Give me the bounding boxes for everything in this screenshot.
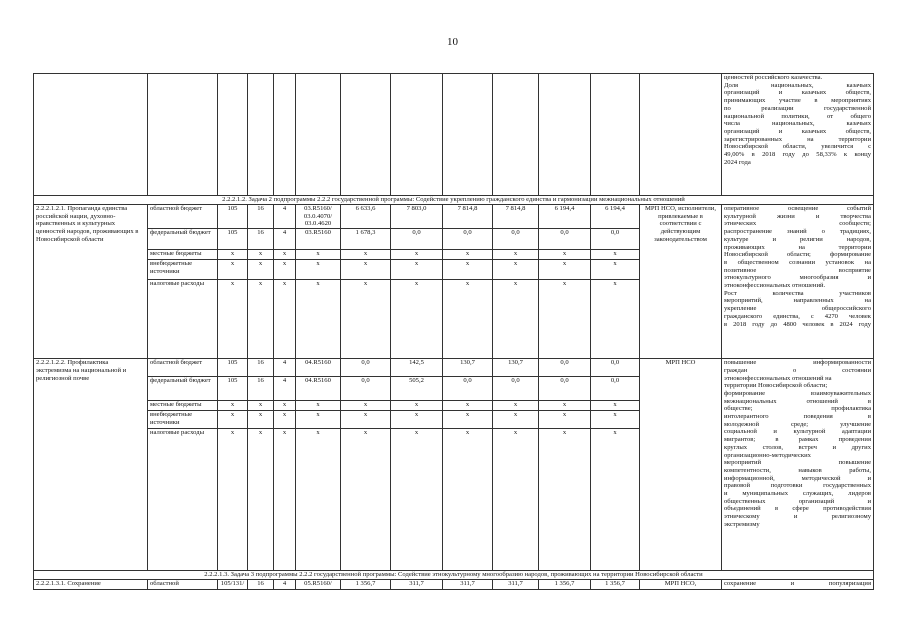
indicator-line: 49,00% в 2018 году до 58,33% к концу — [724, 151, 871, 159]
value-cell: x — [443, 401, 493, 411]
value-cell: 1 356,7 — [539, 580, 591, 590]
activity-1-result — [722, 205, 874, 359]
indicator-line: ценностей российского казачества. — [724, 74, 823, 81]
value-cell: 0,0 — [443, 377, 493, 401]
value-cell: 0,0 — [341, 359, 391, 377]
rz-cell: x — [248, 280, 274, 359]
value-cell: x — [391, 250, 443, 260]
value-cell: 6 194,4 — [539, 205, 591, 229]
indicator-line: принимающих участие в мероприятиях — [724, 97, 871, 105]
pr-cell: x — [274, 411, 296, 429]
value-cell: 1 356,7 — [591, 580, 640, 590]
activity-1-row-regional — [34, 205, 874, 229]
task-2-row — [34, 196, 874, 205]
activity-2-name: 2.2.2.1.2.2. Профилактика экстремизма на национальной и религиозной почве — [34, 359, 148, 571]
value-cell: x — [539, 250, 591, 260]
value-cell: 6 633,6 — [341, 205, 391, 229]
value-cell: x — [539, 411, 591, 429]
value-cell: 0,0 — [539, 377, 591, 401]
grbs-cell: x — [218, 280, 248, 359]
indicator-line: организаций и казачьих обществ, — [724, 127, 871, 135]
rz-cell: 16 — [248, 229, 274, 250]
csr-cell: 04.R5160 — [296, 359, 341, 377]
result-line: информационной, методической и — [724, 474, 871, 482]
value-cell: x — [591, 260, 640, 280]
value-cell: 7 803,0 — [391, 205, 443, 229]
value-cell: 1 678,3 — [341, 229, 391, 250]
result-line: мигрантов; в рамках проведения — [724, 436, 871, 444]
value-cell: 130,7 — [493, 359, 539, 377]
value-cell: x — [493, 280, 539, 359]
value-cell: x — [493, 401, 539, 411]
result-line: оперативное освещение событий — [724, 205, 871, 212]
rz-cell: 16 — [248, 205, 274, 229]
grbs-cell: x — [218, 411, 248, 429]
grbs-cell: 105 — [218, 205, 248, 229]
activity-3-result: сохранение и популяризация — [722, 580, 874, 590]
pr-cell: 4 — [274, 205, 296, 229]
activities-table — [33, 73, 874, 590]
value-cell: 311,7 — [493, 580, 539, 590]
pr-cell: 4 — [274, 377, 296, 401]
value-cell: x — [493, 250, 539, 260]
value-cell: 0,0 — [443, 229, 493, 250]
funding-source: областной бюджет — [148, 359, 218, 377]
result-line: мероприятий, направленных на — [724, 297, 871, 305]
result-line: социальной и культурной адаптации — [724, 428, 871, 436]
activity-1-name: 2.2.2.1.2.1. Пропаганда единства российской нации, духовно-нравственных и культурных ценностей народов, проживающих в Новосибирской области — [34, 205, 148, 359]
value-cell: 130,7 — [443, 359, 493, 377]
funding-source: налоговые расходы — [148, 429, 218, 571]
value-cell: x — [443, 429, 493, 571]
activity-2-row-regional — [34, 359, 874, 377]
csr-cell: 05.R5160/ — [296, 580, 341, 590]
pr-cell: 4 — [274, 580, 296, 590]
value-cell: x — [391, 429, 443, 571]
csr-cell: x — [296, 250, 341, 260]
value-cell: 0,0 — [391, 229, 443, 250]
activity-1-executor: МРП НСО, исполнители, привлекаемые в соответствии с действующим законодательством — [640, 205, 722, 359]
value-cell: x — [493, 260, 539, 280]
value-cell: 142,5 — [391, 359, 443, 377]
value-cell: x — [443, 250, 493, 260]
result-line: межнациональных отношений в — [724, 397, 871, 405]
value-cell: 0,0 — [539, 229, 591, 250]
csr-cell: 04.R5160 — [296, 377, 341, 401]
result-line: этноконфессиональных отношений на — [724, 374, 832, 382]
rz-cell: 16 — [248, 377, 274, 401]
result-line: общественных организаций и — [724, 497, 871, 505]
pr-cell: x — [274, 401, 296, 411]
task-3-title: 2.2.2.1.3. Задача 3 подпрограммы 2.2.2 государственной программы: Содействие этнокультурному многообразию народов, проживающих на территории Новосибирской области — [34, 571, 874, 580]
indicator-line: по реализации государственной — [724, 104, 871, 112]
result-line: интолерантного поведения в — [724, 413, 871, 421]
csr-cell: x — [296, 280, 341, 359]
value-cell: x — [341, 250, 391, 260]
value-cell: 7 814,8 — [493, 205, 539, 229]
indicator-line: Доля национальных, казачьих — [724, 81, 871, 89]
indicator-line: 2024 года — [724, 158, 751, 166]
value-cell: 7 814,8 — [443, 205, 493, 229]
value-cell: x — [591, 411, 640, 429]
grbs-cell: 105 — [218, 377, 248, 401]
indicator-line: национальной политики, от общего — [724, 112, 871, 120]
result-line: компетентности, навыков работы, — [724, 466, 871, 474]
result-line: круглых столов, встреч и других — [724, 443, 871, 451]
grbs-cell: 105 — [218, 229, 248, 250]
value-cell: 0,0 — [493, 229, 539, 250]
value-cell: 311,7 — [443, 580, 493, 590]
grbs-cell: x — [218, 429, 248, 571]
value-cell: x — [591, 401, 640, 411]
value-cell: x — [539, 429, 591, 571]
result-line: обществе; профилактика — [724, 405, 871, 413]
result-line: объединений в сфере противодействия — [724, 505, 871, 513]
result-line: проживающих на территории — [724, 243, 871, 251]
funding-source: федеральный бюджет — [148, 229, 218, 250]
value-cell: x — [539, 401, 591, 411]
activity-2-result — [722, 359, 874, 571]
value-cell: x — [443, 280, 493, 359]
result-line: мероприятий повышение — [724, 459, 871, 467]
rz-cell: x — [248, 250, 274, 260]
indicator-line: Новосибирской области, увеличится с — [724, 143, 871, 151]
funding-source: местные бюджеты — [148, 250, 218, 260]
rz-cell: x — [248, 401, 274, 411]
result-line: и муниципальных служащих, лидеров — [724, 490, 871, 498]
page-number: 10 — [447, 36, 458, 48]
csr-cell: 03.R5160/ 03.0.4070/ 03.0.4620 — [296, 205, 341, 229]
funding-source: внебюджетные источники — [148, 411, 218, 429]
rz-cell: 16 — [248, 580, 274, 590]
csr-cell: x — [296, 260, 341, 280]
value-cell: 0,0 — [341, 377, 391, 401]
rz-cell: 16 — [248, 359, 274, 377]
result-line: Новосибирской области; формирование — [724, 251, 871, 259]
value-cell: x — [539, 260, 591, 280]
continuation-row — [34, 74, 874, 196]
task-2-title: 2.2.2.1.2. Задача 2 подпрограммы 2.2.2 государственной программы: Содействие укреплению гражданского единства и гармонизации межнациональных отношений — [34, 196, 874, 205]
value-cell: 505,2 — [391, 377, 443, 401]
indicator-line: числа национальных, казачьих — [724, 120, 871, 128]
value-cell: x — [391, 401, 443, 411]
result-line: правовой подготовки государственных — [724, 482, 871, 490]
value-cell: 6 194,4 — [591, 205, 640, 229]
result-line: повышение информированности — [724, 359, 871, 367]
value-cell: x — [493, 411, 539, 429]
value-cell: 0,0 — [591, 229, 640, 250]
result-line: Рост количества участников — [724, 289, 871, 297]
value-cell: 311,7 — [391, 580, 443, 590]
value-cell: 0,0 — [539, 359, 591, 377]
activity-3-name: 2.2.2.1.3.1. Сохранение — [34, 580, 148, 590]
grbs-cell: 105/131/ — [218, 580, 248, 590]
result-line: гражданского единства, с 4270 человек — [724, 312, 871, 320]
grbs-cell: 105 — [218, 359, 248, 377]
csr-cell: 03.R5160 — [296, 229, 341, 250]
result-line: территории Новосибирской области; — [724, 382, 828, 390]
result-line: этнокультурного многообразия и — [724, 274, 871, 282]
grbs-cell: x — [218, 250, 248, 260]
grbs-cell: x — [218, 401, 248, 411]
rz-cell: x — [248, 260, 274, 280]
grbs-cell: x — [218, 260, 248, 280]
indicator-line: организаций и казачьих обществ, — [724, 89, 871, 97]
result-line: граждан о состоянии — [724, 366, 871, 374]
result-line: позитивное восприятие — [724, 266, 871, 274]
pr-cell: x — [274, 429, 296, 571]
value-cell: x — [341, 280, 391, 359]
result-line: формирование взаимоуважительных — [724, 389, 871, 397]
activity-3-executor: МРП НСО, — [640, 580, 722, 590]
result-line: культурной жизни и творчества — [724, 212, 871, 220]
funding-source: федеральный бюджет — [148, 377, 218, 401]
activity-2-executor: МРП НСО — [640, 359, 722, 571]
value-cell: x — [591, 429, 640, 571]
funding-source: внебюджетные источники — [148, 260, 218, 280]
value-cell: 0,0 — [591, 359, 640, 377]
value-cell: 0,0 — [591, 377, 640, 401]
value-cell: x — [591, 280, 640, 359]
csr-cell: x — [296, 401, 341, 411]
value-cell: 0,0 — [493, 377, 539, 401]
value-cell: x — [443, 260, 493, 280]
value-cell: x — [391, 411, 443, 429]
task-3-row — [34, 571, 874, 580]
value-cell: x — [539, 280, 591, 359]
funding-source: областной бюджет — [148, 205, 218, 229]
funding-source: областной — [148, 580, 218, 590]
result-line: организационно-методических — [724, 451, 811, 459]
indicator-line: зарегистрированных на территории — [724, 135, 871, 143]
value-cell: x — [391, 260, 443, 280]
pr-cell: x — [274, 260, 296, 280]
program-table — [33, 73, 873, 590]
result-line: культуре и религии народов, — [724, 235, 871, 243]
value-cell: x — [341, 429, 391, 571]
value-cell: x — [493, 429, 539, 571]
pr-cell: x — [274, 250, 296, 260]
result-line: укрепление общероссийского — [724, 305, 871, 313]
value-cell: x — [341, 260, 391, 280]
value-cell: x — [341, 401, 391, 411]
pr-cell: 4 — [274, 229, 296, 250]
rz-cell: x — [248, 411, 274, 429]
activity-3-row — [34, 580, 874, 590]
funding-source: местные бюджеты — [148, 401, 218, 411]
value-cell: 1 356,7 — [341, 580, 391, 590]
value-cell: x — [341, 411, 391, 429]
result-line: в общественном сознании установок на — [724, 258, 871, 266]
csr-cell: x — [296, 429, 341, 571]
rz-cell: x — [248, 429, 274, 571]
funding-source: налоговые расходы — [148, 280, 218, 359]
result-line: экстремизму — [724, 520, 760, 528]
value-cell: x — [591, 250, 640, 260]
result-line: распространение знаний о традициях, — [724, 228, 871, 236]
result-line: этноконфессиональных отношений. — [724, 282, 826, 290]
result-line: этническому и религиозному — [724, 513, 871, 521]
result-line: этнических сообществ; — [724, 220, 871, 228]
csr-cell: x — [296, 411, 341, 429]
continuation-indicator — [722, 74, 874, 196]
result-line: в 2018 году до 4800 человек в 2024 году — [724, 320, 871, 328]
pr-cell: x — [274, 280, 296, 359]
pr-cell: 4 — [274, 359, 296, 377]
result-line: молодежной среде; улучшение — [724, 420, 871, 428]
value-cell: x — [443, 411, 493, 429]
value-cell: x — [391, 280, 443, 359]
